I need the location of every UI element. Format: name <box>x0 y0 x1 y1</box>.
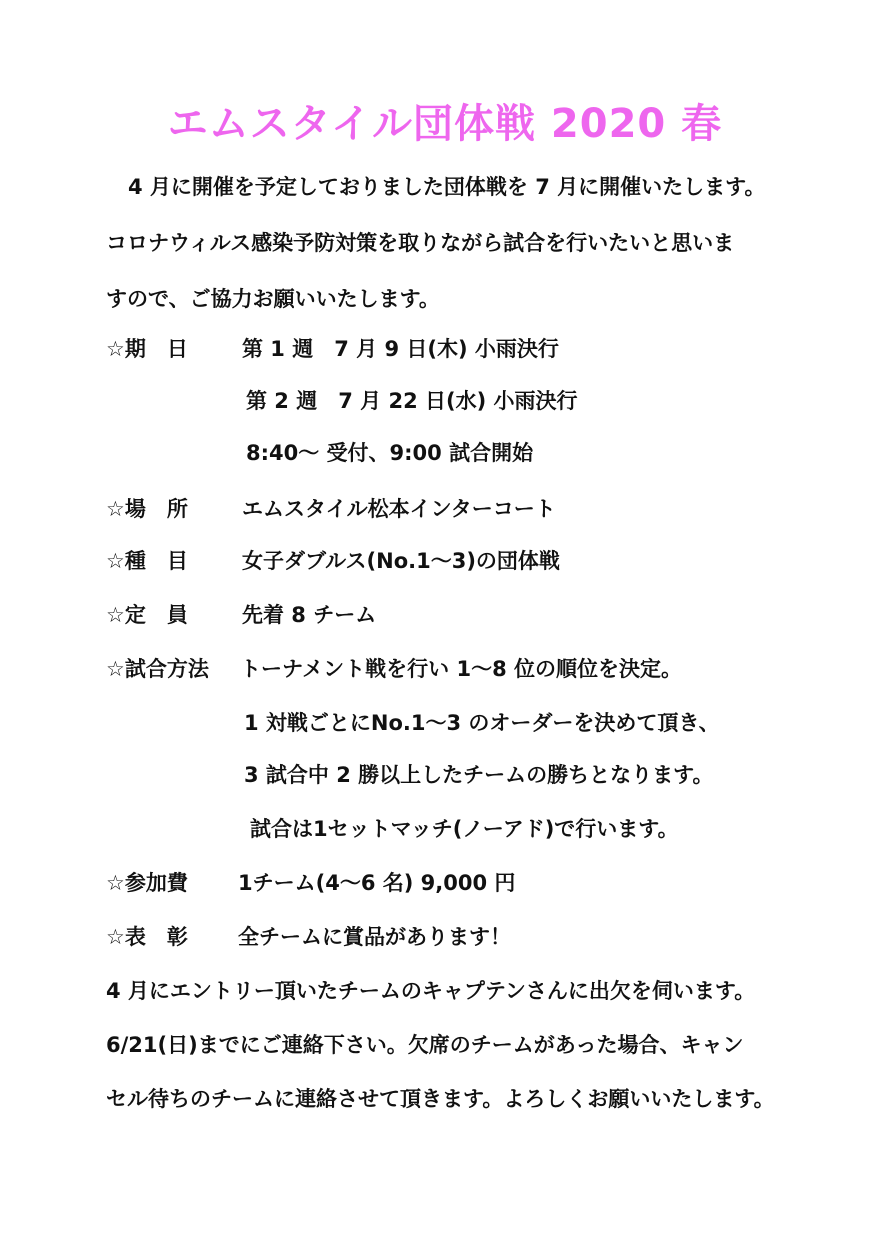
intro-line-1: 4 月に開催を予定しておりました団体戦を 7 月に開催いたします。 <box>128 175 766 199</box>
award-label: ☆表 彰 <box>106 925 188 949</box>
date-line-3: 8:40～ 受付、9:00 試合開始 <box>246 441 534 465</box>
closing-line-1: 4 月にエントリー頂いたチームのキャプテンさんに出欠を伺います。 <box>106 979 756 1003</box>
method-label: ☆試合方法 <box>106 657 209 681</box>
method-line-2: 1 対戦ごとにNo.1～3 のオーダーを決めて頂き、 <box>244 711 720 735</box>
place-value: エムスタイル松本インターコート <box>242 497 556 521</box>
intro-line-3: すので、ご協力お願いいたします。 <box>106 287 440 311</box>
date-label: ☆期 日 <box>106 337 188 361</box>
closing-line-3: セル待ちのチームに連絡させて頂きます。よろしくお願いいたします。 <box>106 1087 775 1111</box>
method-line-3: 3 試合中 2 勝以上したチームの勝ちとなります。 <box>244 763 714 787</box>
method-line-1: トーナメント戦を行い 1～8 位の順位を決定。 <box>240 657 683 681</box>
method-line-4: 試合は1セットマッチ(ノーアド)で行います。 <box>250 817 679 841</box>
award-value: 全チームに賞品があります！ <box>238 925 511 949</box>
place-label: ☆場 所 <box>106 497 188 521</box>
date-line-2: 第 2 週 7 月 22 日(水) 小雨決行 <box>246 389 578 413</box>
closing-line-2: 6/21(日)までにご連絡下さい。欠席のチームがあった場合、キャン <box>106 1033 744 1057</box>
capacity-value: 先着 8 チーム <box>242 603 377 627</box>
page-title: エムスタイル団体戦 2020 春 <box>167 101 723 147</box>
fee-label: ☆参加費 <box>106 871 188 895</box>
fee-value: 1チーム(4～6 名) 9,000 円 <box>238 871 516 895</box>
capacity-label: ☆定 員 <box>106 603 188 627</box>
event-label: ☆種 目 <box>106 549 188 573</box>
date-line-1: 第 1 週 7 月 9 日(木) 小雨決行 <box>242 337 559 361</box>
event-value: 女子ダブルス(No.1～3)の団体戦 <box>242 549 560 573</box>
intro-line-2: コロナウィルス感染予防対策を取りながら試合を行いたいと思いま <box>106 231 735 255</box>
